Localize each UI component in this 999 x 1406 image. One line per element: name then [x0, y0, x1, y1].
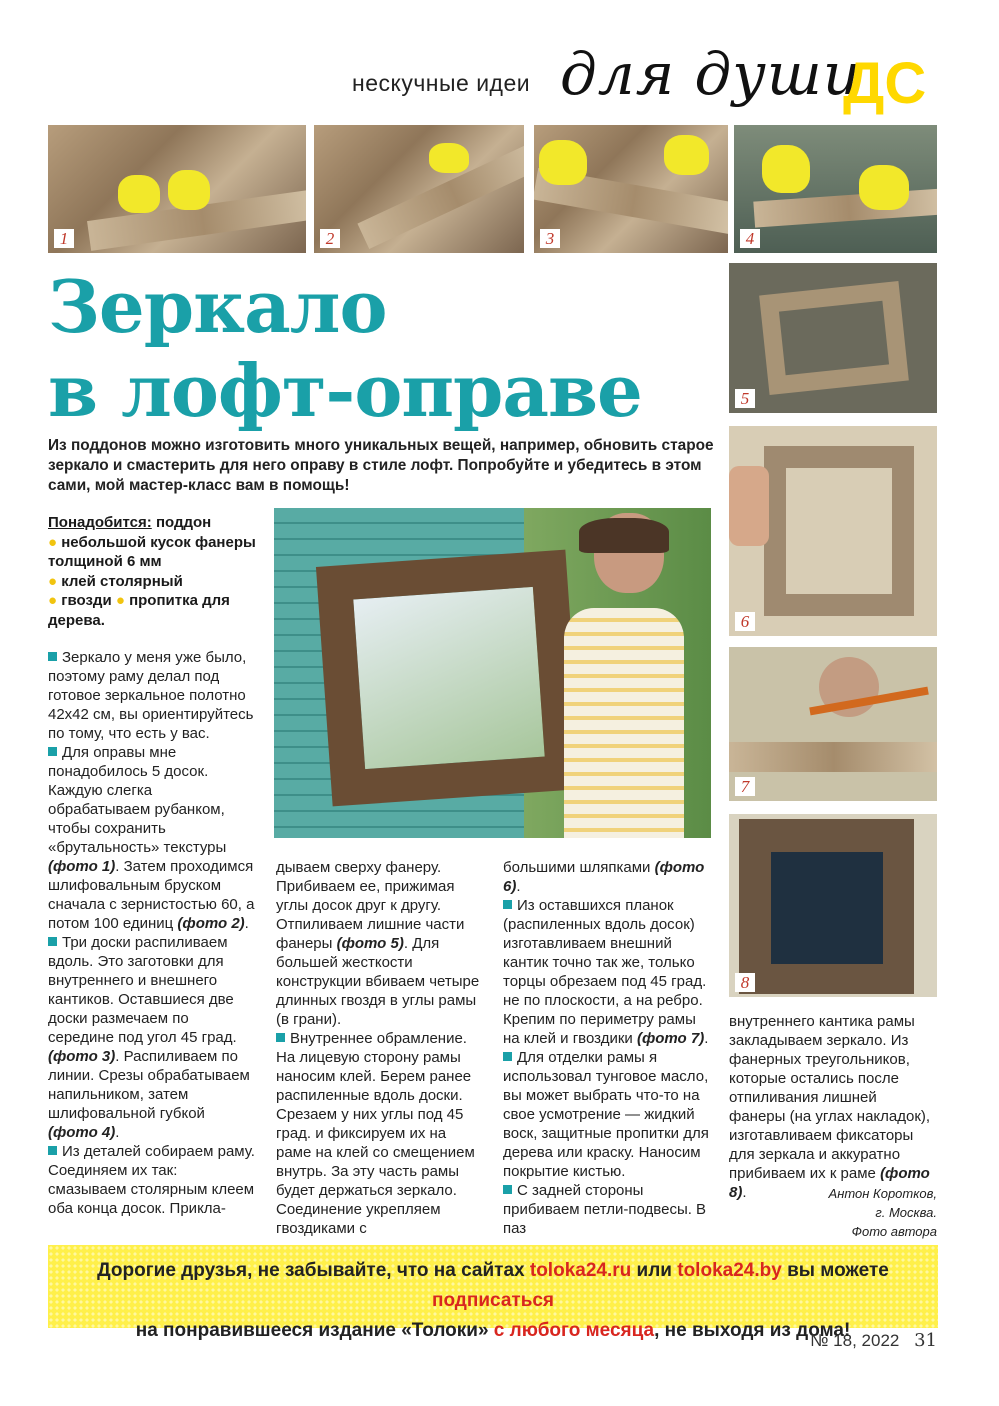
photo-3 — [534, 125, 728, 253]
paragraph: Для отделки рамы я использовал тунговое масло, вы может выбрать что-то на свое усмотрение — жидкий воск, защитные пропитки для дерева или краску. Наносим покрытие кистью. — [503, 1049, 709, 1180]
square-bullet-icon — [503, 1052, 512, 1061]
paragraph: Из деталей собираем раму. Соединяем их так: смазываем столярным клеем оба конца досок. Прикла- — [48, 1143, 255, 1217]
section-kicker: нескучные идеи — [352, 70, 531, 96]
square-bullet-icon — [276, 1033, 285, 1042]
photo-number: 8 — [735, 973, 755, 992]
photo-number: 4 — [740, 229, 760, 248]
photo-4 — [734, 125, 937, 253]
square-bullet-icon — [503, 1185, 512, 1194]
square-bullet-icon — [48, 937, 57, 946]
paragraph: Зеркало у меня уже было, поэтому раму делал под готовое зеркальное полотно 42х42 см, вы ориентируйтесь по тому, что есть у вас. — [48, 649, 254, 742]
material-item: небольшой кусок фанеры толщиной 6 мм — [48, 533, 256, 570]
materials-list — [48, 513, 263, 630]
section-title: для души — [560, 40, 862, 108]
text-column-2 — [276, 858, 484, 1238]
subscription-banner: Дорогие друзья, не забывайте, что на сайтах toloka24.ru или toloka24.by вы можете подписаться на понравившееся издание «Толоки» с любого месяца, не выходя из дома! — [48, 1245, 938, 1328]
bullet-icon: ● — [48, 533, 58, 551]
site-link-by[interactable]: toloka24.by — [677, 1260, 782, 1281]
paragraph: С задней стороны прибиваем петли-подвесы. В паз — [503, 1182, 707, 1237]
main-photo-mirror — [274, 508, 711, 838]
material-item: пропитка для дерева. — [48, 592, 230, 629]
page-footer — [810, 1330, 937, 1351]
text-column-3 — [503, 858, 711, 1238]
material-item: поддон — [155, 514, 212, 531]
photo-number: 3 — [540, 229, 560, 248]
text-column-1 — [48, 648, 258, 1218]
photo-number: 7 — [735, 777, 755, 796]
square-bullet-icon — [48, 747, 57, 756]
bullet-icon: ● — [48, 592, 58, 609]
square-bullet-icon — [48, 1146, 57, 1155]
article-title — [48, 265, 642, 433]
material-item: клей столярный — [61, 572, 183, 590]
issue-number: № 18, 2022 — [810, 1331, 900, 1350]
materials-label: Понадобится: — [48, 514, 152, 531]
magazine-logo: ДС — [843, 51, 927, 116]
bullet-icon: ● — [48, 572, 58, 590]
photo-credit: Фото автора — [851, 1224, 937, 1239]
photo-6 — [729, 426, 937, 636]
photo-number: 2 — [320, 229, 340, 248]
paragraph: Для оправы мне понадобилось 5 досок. Каждую слегка обрабатываем рубанком, чтобы сохранить «брутальность» текстуры (фото 1). Затем проходимся шлифовальным бруском сначала с зернистостью 60, а потом 100 единиц (фото 2). — [48, 744, 255, 932]
photo-5 — [729, 263, 937, 413]
photo-2 — [314, 125, 524, 253]
paragraph: большими шляпками (фото 6). — [503, 859, 705, 895]
photo-8 — [729, 814, 937, 997]
author-name: Антон Коротков, — [828, 1186, 937, 1201]
title-line-1: Зеркало — [48, 264, 387, 349]
paragraph: Внутреннее обрамление. На лицевую сторону рамы наносим клей. Берем ранее распиленные вдоль доски. Срезаем у них углы под 45 град. и фиксируем их на раме на клей со смещением внутрь. За эту часть рамы будет держаться зеркало. Соединение укрепляем гвоздиками с — [276, 1030, 475, 1237]
paragraph: дываем сверху фанеру. Прибиваем ее, прижимая углы досок друг к другу. Отпиливаем лишние части фанеры (фото 5). Для большей жесткости конструкции вбиваем четыре длинных гвоздя в углы рамы (в грани). — [276, 859, 480, 1028]
material-item: гвозди — [61, 592, 112, 609]
photo-1 — [48, 125, 306, 253]
photo-7 — [729, 647, 937, 801]
title-line-2: в лофт-оправе — [48, 348, 642, 433]
author-signature — [829, 1184, 937, 1241]
square-bullet-icon — [48, 652, 57, 661]
photo-number: 6 — [735, 612, 755, 631]
author-city: г. Москва. — [875, 1205, 937, 1220]
text-column-4 — [729, 1012, 937, 1202]
photo-number: 1 — [54, 229, 74, 248]
photo-number: 5 — [735, 389, 755, 408]
bullet-icon: ● — [115, 592, 125, 609]
paragraph: внутреннего кантика рамы закладываем зеркало. Из фанерных треугольников, которые остались после отпиливания лишней фанеры (на углах накладок), изготавливаем фиксаторы для зеркала и аккуратно прибиваем их к раме (фото 8). — [729, 1013, 931, 1201]
article-lead: Из поддонов можно изготовить много уникальных вещей, например, обновить старое зеркало и смастерить для него оправу в стиле лофт. Попробуйте и убедитесь в этом сами, мой мастер-класс вам в помощь! — [48, 437, 714, 494]
square-bullet-icon — [503, 900, 512, 909]
paragraph: Из оставшихся планок (распиленных вдоль досок) изготавливаем внешний кантик точно так же, только торцы обрезаем под 45 град. не по плоскости, а на ребро. Крепим по периметру рамы на клей и гвоздики (фото 7). — [503, 897, 709, 1047]
page-number: 31 — [914, 1330, 937, 1351]
paragraph: Три доски распиливаем вдоль. Это заготовки для внутреннего и внешнего кантиков. Оставшиеся две доски размечаем по середине под угол 45 град. (фото 3). Распиливаем по линии. Срезы обрабатываем напильником, затем шлифовальной губкой (фото 4). — [48, 934, 250, 1141]
site-link-ru[interactable]: toloka24.ru — [529, 1260, 632, 1281]
